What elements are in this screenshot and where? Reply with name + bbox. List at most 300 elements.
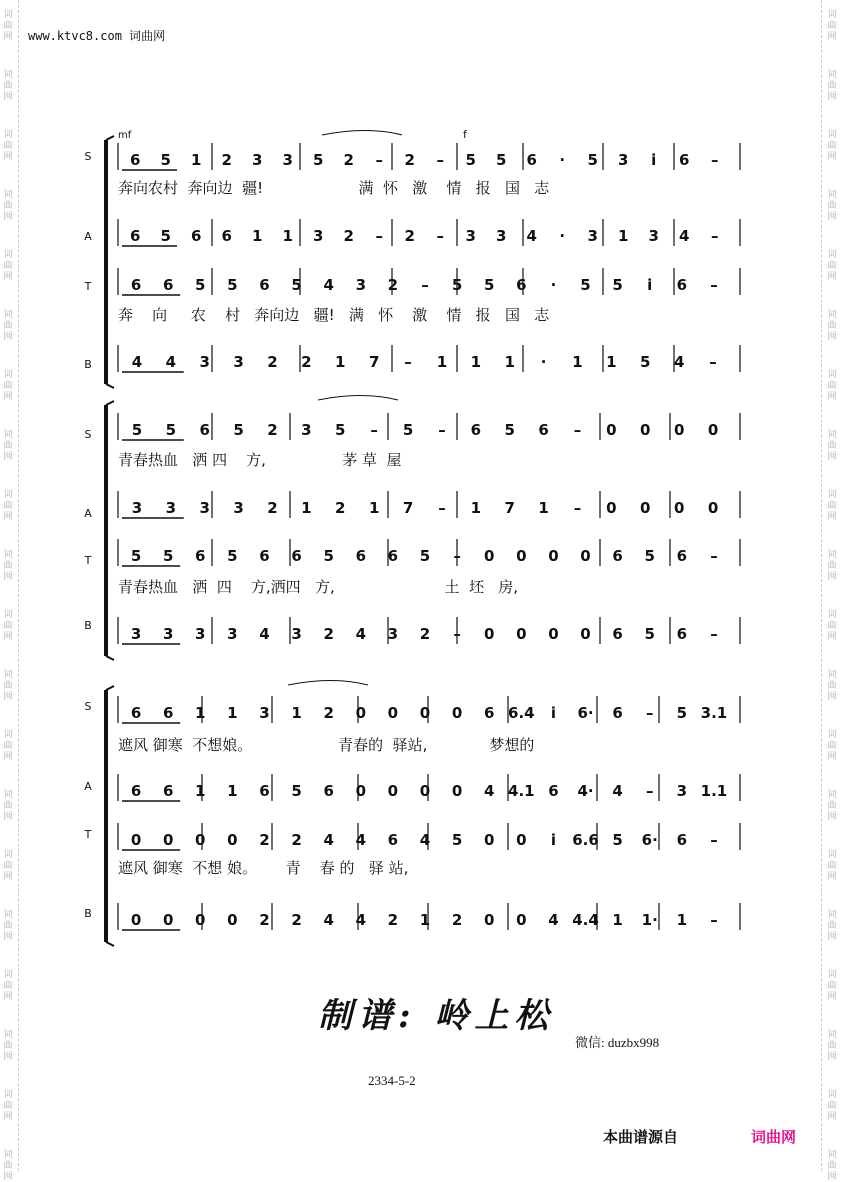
watermark-char: 词 [3, 430, 13, 440]
note: – [436, 227, 444, 245]
note: – [645, 782, 654, 800]
note: 0 [640, 499, 651, 517]
watermark-char: 词 [3, 1150, 13, 1160]
note: 6 [387, 547, 399, 565]
note: 3 [618, 151, 629, 169]
note: 4 [323, 831, 334, 849]
note: 0 [673, 499, 685, 517]
dynamic-f: f [463, 128, 467, 141]
watermark-char: 网 [3, 992, 13, 1002]
watermark-char: 词 [3, 130, 13, 140]
note: 0 [227, 911, 238, 929]
bracket-hook [106, 686, 114, 690]
note: 6 [130, 276, 142, 294]
note: 1 [676, 911, 688, 929]
watermark-char: 网 [3, 392, 13, 402]
note: 1 [419, 911, 431, 929]
note: – [645, 704, 654, 722]
note: 1 [470, 353, 482, 371]
note: 0 [162, 911, 174, 929]
watermark-char: 网 [3, 1052, 13, 1062]
note: – [573, 421, 582, 439]
watermark-char: 曲 [827, 861, 837, 871]
note: – [711, 227, 719, 245]
watermark-char: 网 [827, 632, 837, 642]
note: 6 [130, 704, 142, 722]
watermark-char: 网 [3, 32, 13, 42]
note: 2 [451, 911, 463, 929]
note: 0 [419, 704, 431, 722]
note: 5 [160, 227, 171, 245]
note: 6.4 [508, 704, 535, 722]
watermark-char: 曲 [827, 321, 837, 331]
watermark-char: 词 [3, 310, 13, 320]
watermark-char: 词 [827, 1030, 837, 1040]
watermark-char: 网 [827, 452, 837, 462]
note: 5 [483, 276, 495, 294]
watermark-char: 曲 [3, 21, 13, 31]
watermark-char: 曲 [827, 81, 837, 91]
note: 5 [580, 276, 591, 294]
note: – [375, 151, 383, 169]
note: 0 [606, 499, 617, 517]
note: 0 [516, 831, 527, 849]
note: 4 [355, 831, 367, 849]
note: 1 [538, 499, 549, 517]
watermark-char: 曲 [3, 621, 13, 631]
note: 3 [313, 227, 324, 245]
note: 6 [538, 421, 549, 439]
watermark-char: 网 [827, 152, 837, 162]
watermark-char: 词 [3, 970, 13, 980]
note: 0 [516, 547, 527, 565]
note: 5 [504, 421, 515, 439]
note: 6 [676, 831, 688, 849]
watermark-char: 词 [827, 1150, 837, 1160]
note: 0 [195, 831, 206, 849]
watermark-char: 网 [3, 512, 13, 522]
note: – [711, 151, 719, 169]
watermark-char: 网 [827, 872, 837, 882]
note: 6 [195, 547, 206, 565]
note: 6 [130, 782, 142, 800]
lyric-line: 遮风 御寒 不想 娘。 青 春 的 驿 站, [118, 859, 409, 877]
note: 0 [419, 782, 431, 800]
note: 5 [465, 151, 476, 169]
note: 7 [402, 499, 414, 517]
note: 3 [259, 704, 270, 722]
voice-label-s: S [84, 428, 92, 441]
note: 3 [252, 151, 263, 169]
bracket-hook [106, 384, 114, 388]
watermark-char: 网 [827, 1172, 837, 1182]
note: 0 [483, 625, 495, 643]
watermark-char: 网 [827, 212, 837, 222]
note: 3 [233, 499, 244, 517]
watermark-char: 网 [827, 92, 837, 102]
note: 3 [291, 625, 302, 643]
watermark-char: 曲 [827, 501, 837, 511]
watermark-char: 词 [3, 370, 13, 380]
note: 6 [221, 227, 232, 245]
note: 6 [676, 276, 688, 294]
note: 1 [572, 353, 583, 371]
watermark-char: 网 [827, 1112, 837, 1122]
note: – [710, 911, 718, 929]
note: 5 [160, 151, 171, 169]
note: 0 [483, 911, 495, 929]
note: 3 [131, 499, 143, 517]
watermark-char: 网 [827, 1052, 837, 1062]
note: 3 [165, 499, 177, 517]
note: 3 [195, 625, 206, 643]
note: i [647, 276, 653, 294]
note: 2 [267, 499, 278, 517]
watermark-char: 词 [3, 730, 13, 740]
note: · [559, 227, 566, 245]
watermark-char: 曲 [3, 861, 13, 871]
note: – [438, 499, 446, 517]
watermark-char: 网 [827, 392, 837, 402]
note: 2 [259, 831, 270, 849]
note: 2 [387, 911, 399, 929]
watermark-char: 词 [3, 190, 13, 200]
voice-label-b: B [84, 619, 92, 632]
note: 7 [504, 499, 515, 517]
note: 2 [221, 151, 232, 169]
note: 5 [587, 151, 598, 169]
note: 3 [648, 227, 659, 245]
note: 6 [387, 831, 399, 849]
watermark-char: 词 [3, 1030, 13, 1040]
note: 5 [402, 421, 414, 439]
watermark-char: 曲 [3, 741, 13, 751]
watermark-char: 网 [3, 812, 13, 822]
note: 6 [162, 276, 174, 294]
voice-label-t: T [84, 280, 92, 293]
note: 4 [419, 831, 431, 849]
note: 5 [612, 831, 623, 849]
source-link[interactable]: 词曲网 [751, 1128, 797, 1146]
page-number: 2334-5-2 [368, 1073, 416, 1088]
note: 6 [548, 782, 559, 800]
note: 3 [199, 499, 210, 517]
note: 6 [130, 227, 141, 245]
watermark-char: 网 [3, 452, 13, 462]
watermark-char: 曲 [3, 441, 13, 451]
watermark-char: 曲 [827, 981, 837, 991]
watermark-char: 网 [3, 332, 13, 342]
watermark-char: 曲 [3, 1041, 13, 1051]
watermark-char: 网 [3, 752, 13, 762]
note: 0 [673, 421, 685, 439]
watermark-char: 词 [827, 1090, 837, 1100]
note: 6 [676, 547, 688, 565]
voice-label-s: S [84, 700, 92, 713]
watermark-char: 曲 [827, 1041, 837, 1051]
watermark-char: 网 [827, 32, 837, 42]
note: 2 [419, 625, 431, 643]
watermark-char: 词 [827, 430, 837, 440]
watermark-char: 词 [827, 970, 837, 980]
note: 6· [641, 831, 658, 849]
note: – [375, 227, 383, 245]
tie-arc [318, 396, 398, 401]
note: 1 [606, 353, 617, 371]
note: 0 [451, 782, 463, 800]
watermark-char: 词 [3, 1090, 13, 1100]
note: 4 [673, 353, 685, 371]
watermark-char: 曲 [827, 21, 837, 31]
note: 0 [483, 831, 495, 849]
note: 1 [618, 227, 629, 245]
note: 0 [707, 499, 719, 517]
note: 1 [301, 499, 312, 517]
watermark-char: 词 [3, 790, 13, 800]
note: 5 [644, 547, 655, 565]
lyric-line: 遮风 御寒 不想娘。 青春的 驿站, 梦想的 [118, 736, 535, 754]
watermark-char: 词 [827, 10, 837, 20]
note: 6 [259, 782, 270, 800]
note: 4 [259, 625, 270, 643]
watermark-char: 曲 [3, 561, 13, 571]
watermark-char: 词 [3, 850, 13, 860]
note: 0 [227, 831, 238, 849]
watermark-char: 曲 [827, 921, 837, 931]
note: 6 [612, 704, 623, 722]
note: 6 [526, 151, 537, 169]
note: 1 [227, 782, 238, 800]
note: 0 [548, 547, 559, 565]
watermark-char: 词 [827, 190, 837, 200]
note: 1 [227, 704, 238, 722]
watermark-char: 词 [3, 250, 13, 260]
note: 6 [612, 625, 623, 643]
note: 5 [162, 547, 174, 565]
note: 2 [343, 227, 354, 245]
note: 2 [387, 276, 399, 294]
note: 2 [323, 704, 334, 722]
note: 0 [580, 625, 591, 643]
voice-label-a: A [84, 507, 92, 520]
note: 0 [606, 421, 617, 439]
note: 5 [419, 547, 431, 565]
note: 4.1 [508, 782, 535, 800]
note: 6 [191, 227, 202, 245]
watermark-char: 网 [827, 572, 837, 582]
note: 1 [195, 704, 206, 722]
watermark-char: 词 [827, 70, 837, 80]
note: 6 [259, 547, 270, 565]
note: – [710, 831, 718, 849]
watermark-char: 词 [3, 70, 13, 80]
note: 1 [504, 353, 515, 371]
watermark-char: 词 [827, 850, 837, 860]
note: – [710, 276, 718, 294]
note: 6 [162, 704, 174, 722]
note: 3 [387, 625, 399, 643]
note: 3.1 [700, 704, 728, 722]
watermark-char: 网 [3, 92, 13, 102]
note: 3 [355, 276, 367, 294]
note: 1 [195, 782, 206, 800]
arranger-credit: 制谱: 岭上松 [318, 996, 555, 1036]
lyric-line: 奔向农村 奔向边 疆! 满 怀 激 情 报 国 志 [118, 179, 550, 197]
note: 6 [676, 625, 688, 643]
watermark-char: 曲 [3, 1161, 13, 1171]
note: 4 [548, 911, 559, 929]
watermark-char: 曲 [827, 381, 837, 391]
note: i [651, 151, 657, 169]
note: 2 [301, 353, 312, 371]
note: 5 [291, 276, 302, 294]
watermark-char: 词 [3, 910, 13, 920]
watermark-char: 曲 [3, 81, 13, 91]
bracket-hook [106, 401, 114, 405]
note: 0 [640, 421, 651, 439]
bracket-hook [106, 136, 114, 140]
note: 2 [291, 911, 302, 929]
watermark-char: 网 [827, 932, 837, 942]
site-header: www.ktvc8.com 词曲网 [28, 29, 166, 43]
note: 5 [131, 421, 143, 439]
tie-arc [322, 131, 402, 136]
watermark-char: 曲 [827, 441, 837, 451]
watermark-char: 网 [827, 992, 837, 1002]
note: 4 [612, 782, 623, 800]
note: 4 [131, 353, 143, 371]
note: 2 [335, 499, 346, 517]
note: 5 [291, 782, 302, 800]
note: 5 [323, 547, 334, 565]
note: 6 [323, 782, 334, 800]
note: 3 [227, 625, 238, 643]
watermark-char: 词 [827, 910, 837, 920]
note: 4 [355, 625, 367, 643]
note: 1 [368, 499, 380, 517]
watermark-char: 曲 [827, 621, 837, 631]
note: 6 [259, 276, 270, 294]
watermark-char: 词 [3, 610, 13, 620]
note: 1 [436, 353, 448, 371]
note: – [709, 353, 717, 371]
note: 6 [612, 547, 623, 565]
note: 4 [526, 227, 537, 245]
voice-label-b: B [84, 907, 92, 920]
watermark-char: 曲 [827, 201, 837, 211]
voice-label-s: S [84, 150, 92, 163]
note: 0 [162, 831, 174, 849]
note: 5 [233, 421, 244, 439]
watermark-char: 词 [3, 490, 13, 500]
watermark-char: 网 [3, 212, 13, 222]
watermark-char: 网 [3, 932, 13, 942]
watermark-char: 曲 [3, 681, 13, 691]
watermark-char: 网 [827, 272, 837, 282]
note: 6 [483, 704, 495, 722]
note: 0 [483, 547, 495, 565]
watermark-char: 网 [827, 332, 837, 342]
note: 5 [227, 276, 238, 294]
note: 0 [451, 704, 463, 722]
note: 5 [676, 704, 688, 722]
note: 1 [252, 227, 263, 245]
watermark-char: 曲 [3, 1101, 13, 1111]
watermark-char: 词 [827, 310, 837, 320]
note: i [550, 704, 556, 722]
watermark-char: 曲 [827, 261, 837, 271]
note: 4 [483, 782, 495, 800]
watermark-char: 词 [3, 10, 13, 20]
note: 5 [335, 421, 346, 439]
note: – [573, 499, 582, 517]
note: 2 [259, 911, 270, 929]
watermark-char: 网 [3, 692, 13, 702]
note: 7 [368, 353, 380, 371]
note: 1.1 [700, 782, 728, 800]
watermark-char: 曲 [827, 141, 837, 151]
watermark-char: 词 [3, 670, 13, 680]
note: 3 [301, 421, 312, 439]
bracket-hook [106, 942, 114, 946]
note: 0 [548, 625, 559, 643]
note: 2 [404, 151, 415, 169]
note: 4 [323, 911, 334, 929]
watermark-char: 曲 [3, 801, 13, 811]
watermark-char: 网 [3, 632, 13, 642]
voice-label-b: B [84, 358, 92, 371]
watermark-char: 网 [3, 272, 13, 282]
lyric-line: 奔 向 农 村 奔向边 疆! 满 怀 激 情 报 国 志 [118, 306, 550, 324]
watermark-char: 曲 [3, 261, 13, 271]
note: 5 [130, 547, 142, 565]
note: – [436, 151, 444, 169]
watermark-char: 网 [3, 1112, 13, 1122]
note: 0 [355, 704, 367, 722]
note: 0 [195, 911, 206, 929]
note: – [453, 625, 461, 643]
watermark-char: 网 [3, 1172, 13, 1182]
voice-label-t: T [84, 828, 92, 841]
watermark-char: 网 [3, 872, 13, 882]
note: 2 [343, 151, 354, 169]
note: 6 [291, 547, 302, 565]
note: – [710, 625, 718, 643]
note: 0 [580, 547, 591, 565]
note: · [550, 276, 557, 294]
note: 3 [587, 227, 598, 245]
wechat-contact: 微信: duzbx998 [575, 1035, 660, 1050]
watermark-char: 网 [827, 692, 837, 702]
note: – [710, 547, 718, 565]
note: 4· [577, 782, 594, 800]
note: 6 [162, 782, 174, 800]
watermark-char: 网 [3, 152, 13, 162]
voice-label-t: T [84, 554, 92, 567]
watermark-char: 词 [827, 370, 837, 380]
watermark-char: 曲 [3, 381, 13, 391]
note: 6 [355, 547, 367, 565]
note: 6 [130, 151, 141, 169]
watermark-char: 曲 [3, 921, 13, 931]
watermark-char: 网 [827, 812, 837, 822]
watermark-char: 网 [827, 752, 837, 762]
note: 0 [516, 625, 527, 643]
note: – [421, 276, 429, 294]
note: 5 [644, 625, 655, 643]
note: 2 [267, 421, 278, 439]
note: – [404, 353, 412, 371]
